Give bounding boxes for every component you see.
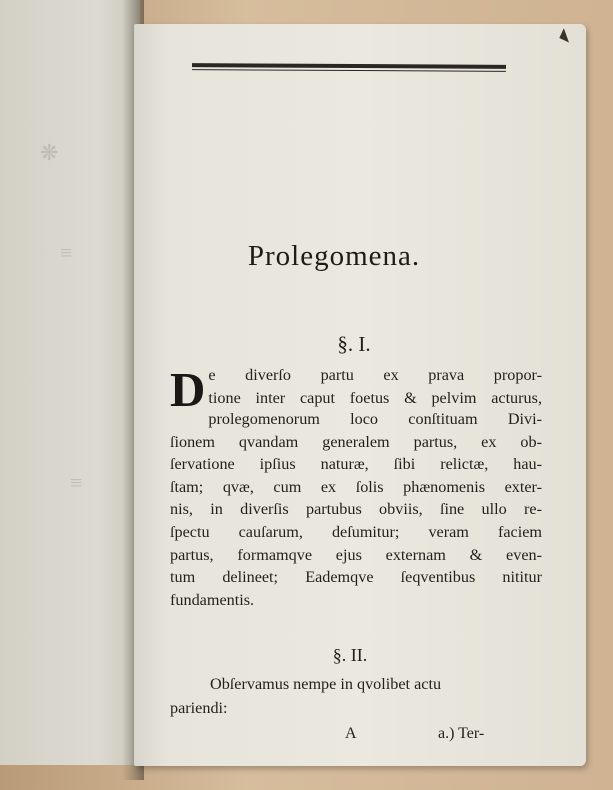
text-line: ſervatione ipſius naturæ, ſibi relictæ, hau- (170, 455, 542, 474)
drop-cap: D (170, 362, 206, 417)
text-line: ſionem qvandam generalem partus, ex ob- (170, 432, 542, 451)
signature-mark: A (345, 725, 357, 742)
text-line: Obſervamus nempe in qvolibet actu (210, 675, 442, 693)
text-line: nis, in diverſis partubus obviis, ſine ullo re- (170, 500, 542, 519)
show-through-mark: ≡ (70, 470, 83, 495)
corner-fold: ◣ (558, 26, 575, 45)
show-through-mark: ≡ (60, 240, 73, 265)
header-rule (192, 63, 506, 72)
text-line: fundamentis. (170, 590, 255, 609)
text-line: e diverſo partu ex prava propor- (208, 366, 542, 384)
section-heading-2: §. II. (332, 645, 368, 665)
text-line: ſpectu cauſarum, deſumitur; veram faciem (170, 522, 542, 541)
text-line: prolegomenorum loco conſtituam Divi- (208, 410, 542, 428)
text-line: partus, formamqve ejus externam & even- (170, 545, 542, 564)
right-page (134, 24, 586, 766)
text-line: tione inter caput foetus & pelvim acturus, (208, 388, 542, 407)
text-line: tum delineet; Eademqve ſeqventibus nititur (170, 568, 542, 587)
text-line: pariendi: (170, 699, 228, 717)
text-line: ſtam; qvæ, cum ex ſolis phænomenis exter- (170, 477, 542, 496)
catchword: a.) Ter- (438, 725, 485, 742)
paragraph-1 (170, 364, 542, 611)
page-title: Prolegomena. (247, 240, 421, 272)
left-page (0, 0, 140, 765)
paragraph-2 (170, 672, 542, 720)
show-through-mark: ❋ (40, 140, 59, 165)
section-heading-1: §. I. (337, 332, 371, 356)
